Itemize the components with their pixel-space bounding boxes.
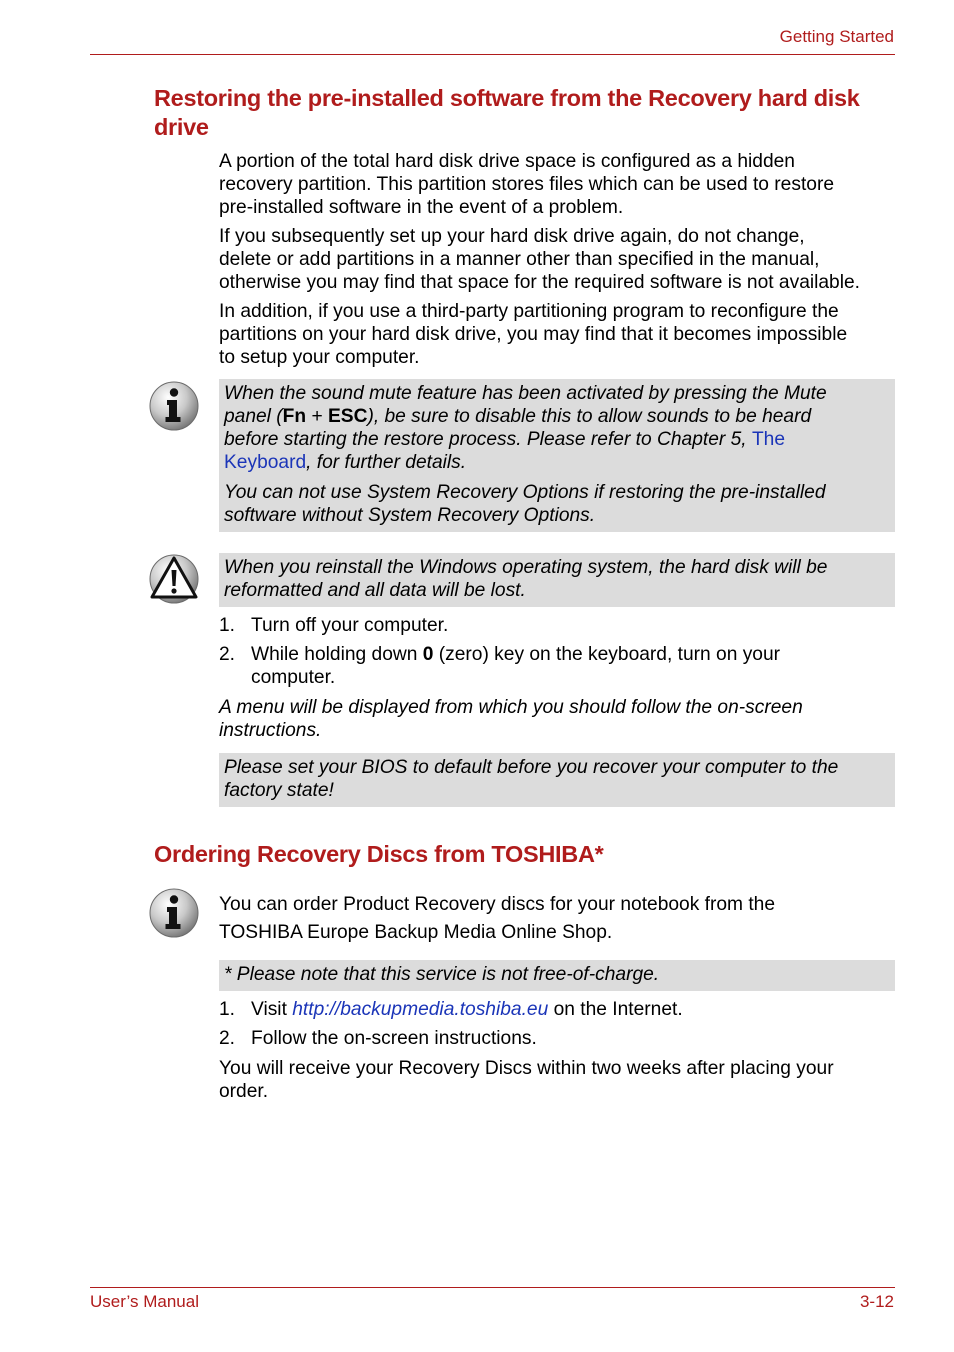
- key-esc: ESC: [328, 406, 368, 427]
- result-text: A menu will be displayed from which you should follow the on-screen instructions.: [219, 697, 803, 741]
- paragraph-recovery-partition: A portion of the total hard disk drive space is configured as a hidden recovery partition. This partition stores files which can be used to restore pre-installed software in the event of a problem.: [219, 151, 835, 218]
- keyboard-chapter-link-cont[interactable]: Keyboard: [224, 452, 307, 473]
- info-icon: [148, 380, 200, 432]
- header-rule: [90, 54, 895, 55]
- title-line-1: Restoring the pre-installed software from the Recovery hard disk: [154, 85, 860, 111]
- footer-page-number: 3-12: [859, 1292, 894, 1311]
- key-fn: Fn: [282, 406, 307, 427]
- footer-rule: [90, 1287, 895, 1288]
- order-info-text: You can order Product Recovery discs for your notebook from the TOSHIBA Europe Backup Media Online Shop.: [219, 894, 776, 943]
- info-icon: [148, 887, 200, 939]
- section-title-restoring: [154, 84, 894, 142]
- backupmedia-link[interactable]: http://backupmedia.toshiba.eu: [292, 999, 549, 1020]
- note-mute-feature: When the sound mute feature has been activated by pressing the Mute panel (Fn + ESC), be sure to disable this to allow sounds to be heard before starting the restore process. Please refer to Chapter 5, The Keyboard, for further details. You can not use System Recovery Options if restoring the pre-installed software without System Recovery Options.: [219, 379, 895, 532]
- warning-icon: [148, 553, 200, 605]
- paragraph-partitions-warning: If you subsequently set up your hard disk drive again, do not change, delete or add partitions in a manner other than specified in the manual, otherwise you may find that space for the required software is not available.: [219, 226, 860, 293]
- note-bios-default: Please set your BIOS to default before you recover your computer to the factory state!: [219, 753, 895, 807]
- section-title-ordering: Ordering Recovery Discs from TOSHIBA*: [154, 841, 604, 867]
- paragraph-third-party: In addition, if you use a third-party partitioning program to reconfigure the partitions on your hard disk drive, you may find that it becomes impossible to setup your computer.: [219, 301, 848, 368]
- title-line-2: drive: [154, 114, 209, 140]
- running-header: Getting Started: [779, 27, 894, 46]
- footer-manual-title: User’s Manual: [90, 1292, 199, 1311]
- closing-paragraph: You will receive your Recovery Discs within two weeks after placing your order.: [219, 1058, 834, 1102]
- note-not-free: * Please note that this service is not free-of-charge.: [219, 960, 895, 991]
- note-reinstall-windows: When you reinstall the Windows operating system, the hard disk will be reformatted and all data will be lost.: [219, 553, 895, 607]
- keyboard-chapter-link[interactable]: The: [751, 429, 786, 450]
